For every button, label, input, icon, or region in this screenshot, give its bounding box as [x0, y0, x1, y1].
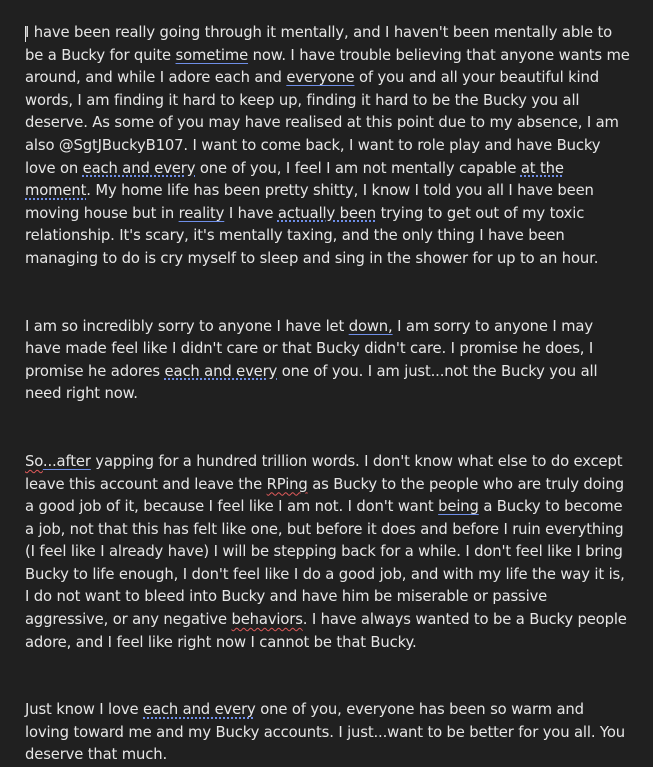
- text-run: of you and all your beautiful kind words, I am finding it hard to keep up, finding it hard to be the Bucky you all deserve. As some of you may have realised at this point due to my absence, I am also @SgtJBuckyB107. I want to come back, I want to role play and have Bucky love on: [25, 69, 619, 177]
- grammar-suggestion: being: [438, 498, 479, 516]
- spelling-error: So: [25, 452, 43, 470]
- paragraph-3[interactable]: [25, 451, 631, 654]
- paragraph-1[interactable]: [25, 22, 631, 271]
- grammar-suggestion: ...after: [42, 452, 91, 470]
- text-run: trying to get out of my toxic relationship. It's scary, it's mentally taxing, and the only thing I have been managing to do is cry myself to sleep and sing in the shower for up to an hour.: [25, 204, 599, 267]
- grammar-suggestion: down,: [348, 317, 393, 335]
- grammar-suggestion: reality: [178, 204, 225, 222]
- style-suggestion: at the moment: [25, 159, 564, 200]
- style-suggestion: each and every: [164, 362, 278, 380]
- text-run: I am so incredibly sorry to anyone I have let: [25, 317, 349, 335]
- text-run: I am sorry to anyone I may have made feel like I didn't care or that Bucky didn't care. I promise he does, I promise he adores: [25, 317, 594, 380]
- text-run: yapping for a hundred trillion words. I don't know what else to do except leave this account and leave the: [25, 452, 623, 493]
- text-run: one of you. I am just...not the Bucky you all need right now.: [25, 362, 598, 403]
- text-run: I have been really going through it mentally, and I haven't been mentally able to be a Bucky for quite: [25, 24, 613, 64]
- text-run: as Bucky to the people who are truly doing a good job of it, because I feel like I am not. I don't want: [25, 475, 624, 516]
- style-suggestion: each and every: [143, 701, 256, 719]
- text-run: now. I have trouble believing that anyone wants me around, and while I adore each and: [25, 46, 630, 87]
- grammar-suggestion: everyone: [286, 69, 355, 87]
- text-run: . I have always wanted to be a Bucky people adore, and I feel like right now I cannot be that Bucky.: [25, 611, 627, 651]
- spelling-error: behaviors: [231, 611, 303, 629]
- text-run: one of you, I feel I am not mentally capable: [195, 159, 521, 177]
- paragraph-4[interactable]: [25, 699, 631, 767]
- text-run: I have: [224, 204, 278, 222]
- spelling-error: RPing: [266, 475, 308, 493]
- document-body[interactable]: [25, 22, 631, 767]
- text-run: one of you, everyone has been so warm and loving toward me and my Bucky accounts. I just...want to be better for you all. You deserve that much.: [25, 701, 625, 764]
- grammar-suggestion: sometime: [175, 46, 249, 64]
- style-suggestion: actually been: [277, 204, 377, 222]
- style-suggestion: each and every: [82, 159, 196, 177]
- text-run: Just know I love: [25, 701, 144, 719]
- paragraph-2[interactable]: [25, 316, 631, 406]
- text-run: a Bucky to become a job, not that this has felt like one, but before it does and before I ruin everything (I feel like I already have) I will be stepping back for a while. I don't feel like I bring Bucky to life enough, I don't feel like I do a good job, and with my life the way it is, I do not want to bleed into Bucky and have him be miserable or passive aggressive, or any negative: [25, 498, 625, 629]
- text-run: . My home life has been pretty shitty, I know I told you all I have been moving house but in: [25, 182, 594, 222]
